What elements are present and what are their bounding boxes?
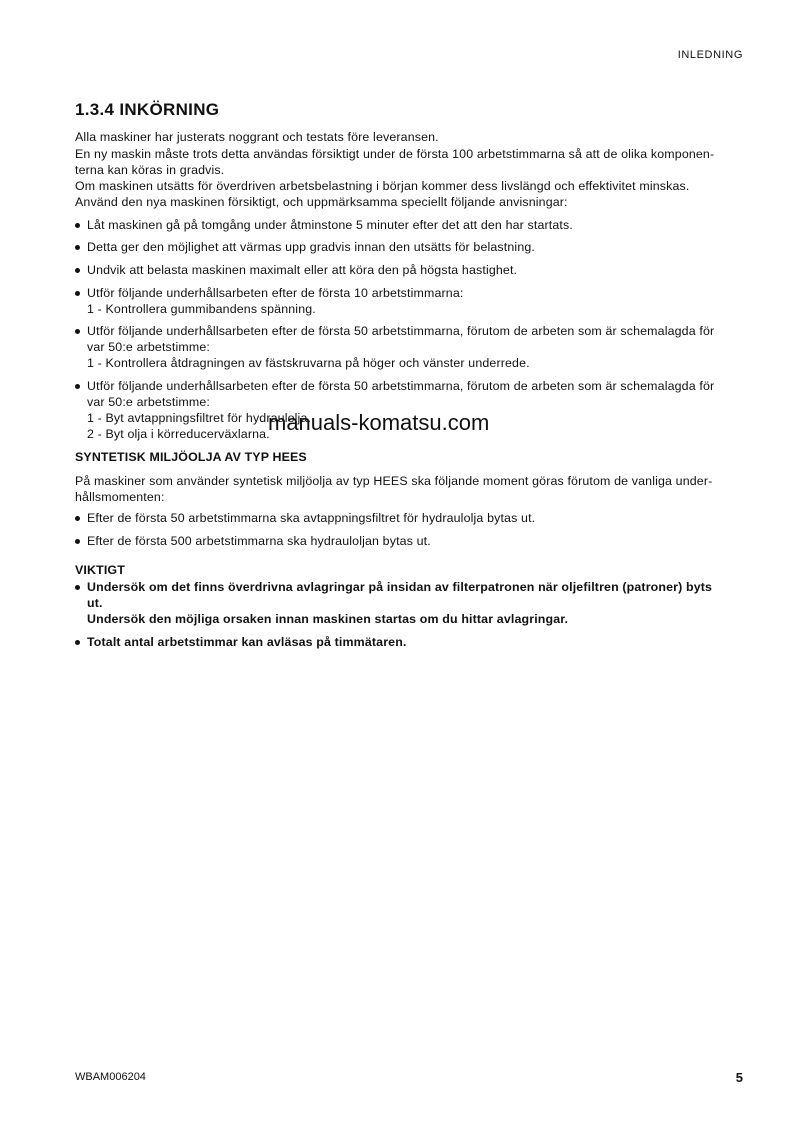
intro-line: Alla maskiner har justerats noggrant och testats före leveransen. [75, 130, 439, 144]
bullet-text: var 50:e arbetstimme: [87, 340, 210, 354]
bullet-text: Efter de första 50 arbetstimmarna ska avtappningsfiltret för hydraulolja bytas ut. [87, 511, 536, 525]
important-heading: VIKTIGT [75, 563, 125, 577]
bullet-text: Utför följande underhållsarbeten efter de första 50 arbetstimmarna, förutom de arbeten som är schemalagda för [87, 379, 715, 393]
important-text: Undersök den möjliga orsaken innan maskinen startas om du hittar avlagringar. [87, 612, 569, 626]
hees-text: På maskiner som använder syntetisk miljöolja av typ HEES ska följande moment göras förutom de vanliga under- [75, 474, 713, 488]
important-text: Undersök om det finns överdrivna avlagringar på insidan av filterpatronen när oljefiltren (patroner) byts [87, 580, 713, 594]
bullet-text: Låt maskinen gå på tomgång under åtminstone 5 minuter efter det att den har startats. [87, 218, 573, 232]
bullet-icon [75, 516, 80, 521]
intro-line: Använd den nya maskinen försiktigt, och uppmärksamma speciellt följande anvisningar: [75, 195, 568, 209]
bullet-text: Detta ger den möjlighet att värmas upp gradvis innan den utsätts för belastning. [87, 240, 535, 254]
watermark: manuals-komatsu.com [268, 410, 490, 435]
intro-line: terna kan köras in gradvis. [75, 163, 225, 177]
running-header: INLEDNING [677, 49, 743, 61]
bullet-icon [75, 539, 80, 544]
important-text: Totalt antal arbetstimmar kan avläsas på timmätaren. [87, 635, 407, 649]
bullet-text: Undvik att belasta maskinen maximalt eller att köra den på högsta hastighet. [87, 263, 518, 277]
bullet-subitem: 1 - Byt avtappningsfiltret för hydraulolja. [87, 411, 312, 425]
document-id: WBAM006204 [75, 1071, 146, 1083]
page-number: 5 [735, 1070, 743, 1085]
bullet-icon [75, 640, 80, 645]
hees-text: hållsmomenten: [75, 490, 165, 504]
bullet-icon [75, 384, 80, 389]
section-title: 1.3.4 INKÖRNING [75, 100, 220, 119]
important-text: ut. [87, 596, 103, 610]
bullet-text: Utför följande underhållsarbeten efter de första 10 arbetstimmarna: [87, 286, 464, 300]
bullet-subitem: 1 - Kontrollera åtdragningen av fästskruvarna på höger och vänster underrede. [87, 356, 530, 370]
bullet-icon [75, 223, 80, 228]
bullet-subitem: 2 - Byt olja i körreducerväxlarna. [87, 427, 270, 441]
intro-line: En ny maskin måste trots detta användas försiktigt under de första 100 arbetstimmarna så att de olika komponen- [75, 147, 715, 161]
bullet-text: Utför följande underhållsarbeten efter de första 50 arbetstimmarna, förutom de arbeten som är schemalagda för [87, 324, 715, 338]
bullet-icon [75, 291, 80, 296]
bullet-text: var 50:e arbetstimme: [87, 395, 210, 409]
bullet-icon [75, 245, 80, 250]
intro-line: Om maskinen utsätts för överdriven arbetsbelastning i början kommer dess livslängd och effektivitet minskas. [75, 179, 690, 193]
bullet-icon [75, 585, 80, 590]
bullet-text: Efter de första 500 arbetstimmarna ska hydrauloljan bytas ut. [87, 534, 431, 548]
bullet-icon [75, 329, 80, 334]
bullet-subitem: 1 - Kontrollera gummibandens spänning. [87, 302, 316, 316]
subsection-heading: SYNTETISK MILJÖOLJA AV TYP HEES [75, 450, 307, 464]
bullet-icon [75, 268, 80, 273]
